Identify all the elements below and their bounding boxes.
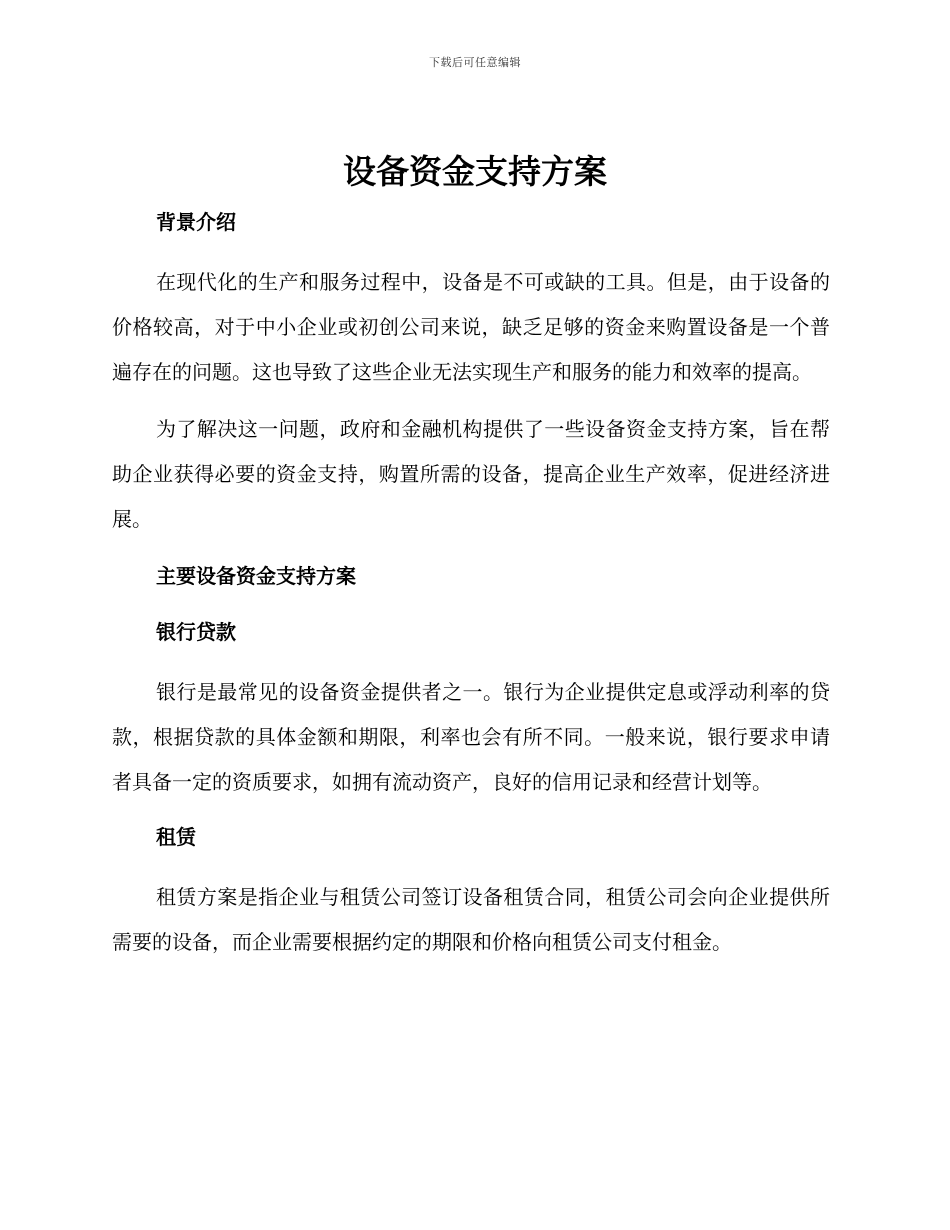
section-heading-main-schemes: 主要设备资金支持方案 [156, 564, 356, 588]
paragraph-background-1: 在现代化的生产和服务过程中，设备是不可或缺的工具。但是，由于设备的价格较高，对于中小企业或初创公司来说，缺乏足够的资金来购置设备是一个普遍存在的问题。这也导致了这些企业无法实现生产和服务的能力和效率的提高。 [112, 270, 830, 384]
document-title: 设备资金支持方案 [343, 152, 607, 191]
section-heading-leasing: 租赁 [156, 825, 196, 849]
paragraph-background-2: 为了解决这一问题，政府和金融机构提供了一些设备资金支持方案，旨在帮助企业获得必要的资金支持，购置所需的设备，提高企业生产效率，促进经济进展。 [112, 417, 830, 531]
section-heading-background: 背景介绍 [156, 210, 236, 234]
page-header-note: 下载后可任意编辑 [429, 56, 521, 69]
section-heading-bank-loan: 银行贷款 [156, 620, 236, 644]
paragraph-bank-loan: 银行是最常见的设备资金提供者之一。银行为企业提供定息或浮动利率的贷款，根据贷款的具体金额和期限，利率也会有所不同。一般来说，银行要求申请者具备一定的资质要求，如拥有流动资产，良好的信用记录和经营计划等。 [112, 680, 830, 794]
paragraph-leasing: 租赁方案是指企业与租赁公司签订设备租赁合同，租赁公司会向企业提供所需要的设备，而企业需要根据约定的期限和价格向租赁公司支付租金。 [112, 885, 830, 954]
document-body [112, 204, 830, 965]
